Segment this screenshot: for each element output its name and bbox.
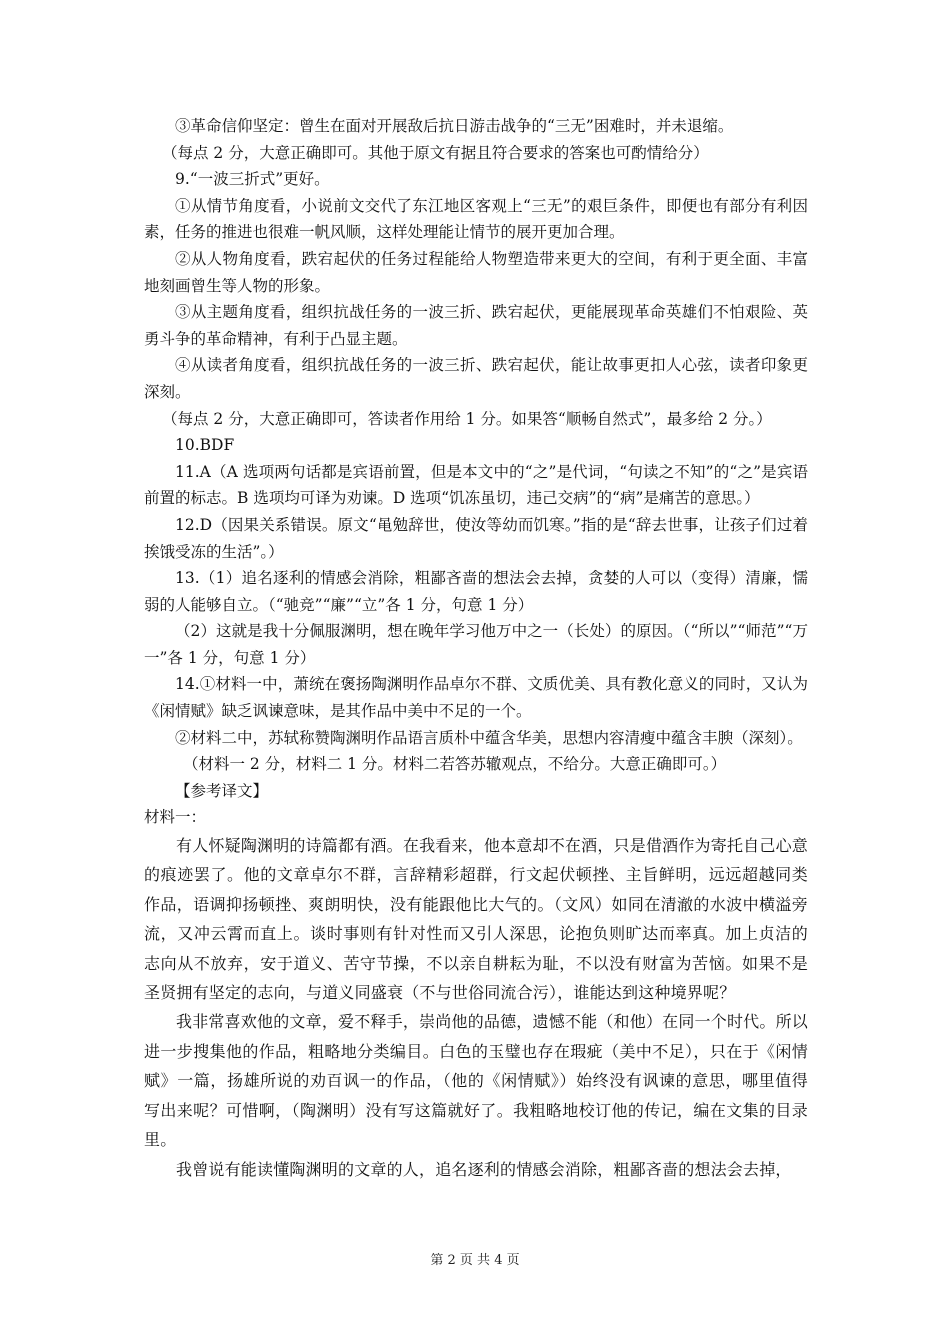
answer-8-point-3: ③革命信仰坚定：曾生在面对开展敌后抗日游击战争的“三无”困难时，并未退缩。 <box>175 117 734 135</box>
answer-14-point-1: 14.①材料一中，萧统在褒扬陶渊明作品卓尔不群、文质优美、具有教化意义的同时，又认为《闲情赋》缺乏讽谏意味，是其作品中美中不足的一个。 <box>144 675 808 721</box>
translation-paragraph-2: 我非常喜欢他的文章，爱不释手，崇尚他的品德，遗憾不能（和他）在同一个时代。所以进一步搜集他的作品，粗略地分类编目。白色的玉璧也存在瑕疵（美中不足），只在于《闲情赋》一篇，扬雄所说的劝百讽一的作品，（他的《闲情赋》）始终没有讽谏的意思，哪里值得写出来呢？可惜啊，（陶渊明）没有写这篇就好了。我粗略地校订他的传记，编在文集的目录里。 <box>144 1012 808 1150</box>
answer-9-point-3: ③从主题角度看，组织抗战任务的一波三折、跌宕起伏，更能展现革命英雄们不怕艰险、英勇斗争的革命精神，有利于凸显主题。 <box>144 303 808 348</box>
answer-9-point-4: ④从读者角度看，组织抗战任务的一波三折、跌宕起伏，能让故事更扣人心弦，读者印象更深刻。 <box>144 356 808 401</box>
answer-9-point-2: ②从人物角度看，跌宕起伏的任务过程能给人物塑造带来更大的空间，有利于更全面、丰富地刻画曾生等人物的形象。 <box>144 249 808 295</box>
answer-12: 12.D（因果关系错误。原文“黾勉辞世，使汝等幼而饥寒。”指的是“辞去世事，让孩子们过着挨饿受冻的生活”。） <box>144 515 808 561</box>
scoring-note-8: （每点 2 分，大意正确即可。其他于原文有据且符合要求的答案也可酌情给分） <box>162 143 709 162</box>
material-one-label: 材料一： <box>144 808 207 827</box>
answer-13-part-1: 13.（1）追名逐利的情感会消除，粗鄙吝啬的想法会去掉，贪婪的人可以（变得）清廉，懦弱的人能够自立。（“驰竞”“廉”“立”各 1 分，句意 1 分） <box>144 569 808 614</box>
translation-paragraph-3: 我曾说有能读懂陶渊明的文章的人，追名逐利的情感会消除，粗鄙吝啬的想法会去掉， <box>176 1159 792 1179</box>
answer-13-part-2: （2）这就是我十分佩服渊明，想在晚年学习他万中之一（长处）的原因。（“所以”“师范”“万一”各 1 分，句意 1 分） <box>144 622 808 667</box>
translation-heading: 【参考译文】 <box>175 781 269 800</box>
page-body <box>144 113 808 1184</box>
answer-10: 10.BDF <box>175 436 235 455</box>
scoring-note-9: （每点 2 分，大意正确即可，答读者作用给 1 分。如果答“顺畅自然式”，最多给 2 分。） <box>162 409 772 428</box>
answer-11: 11.A（A 选项两句话都是宾语前置，但是本文中的“之”是代词，“句读之不知”的“之”是宾语前置的标志。B 选项均可译为劝谏。D 选项“饥冻虽切，违己交病”的“病”是痛苦的意思。） <box>144 462 808 508</box>
scoring-note-14: （材料一 2 分，材料二 1 分。材料二若答苏辙观点，不给分。大意正确即可。） <box>183 755 727 774</box>
answer-14-point-2: ②材料二中，苏轼称赞陶渊明作品语言质朴中蕴含华美，思想内容清瘦中蕴含丰腴（深刻）。 <box>175 728 803 747</box>
translation-paragraph-1: 有人怀疑陶渊明的诗篇都有酒。在我看来，他本意却不在酒，只是借酒作为寄托自己心意的痕迹罢了。他的文章卓尔不群，言辞精彩超群，行文起伏顿挫、主旨鲜明，远远超越同类作品，语调抑扬顿挫、爽朗明快，没有能跟他比大气的。（文风）如同在清澈的水波中横溢旁流，又冲云霄而直上。谈时事则有针对性而又引人深思，论抱负则旷达而率真。加上贞洁的志向从不放弃，安于道义、苦守节操，不以亲自耕耘为耻，不以没有财富为苦恼。如果不是圣贤拥有坚定的志向，与道义同盛衰（不与世俗同流合污），谁能达到这种境界呢？ <box>144 836 808 1003</box>
answer-9-heading: 9.“一波三折式”更好。 <box>175 170 330 189</box>
answer-9-point-1: ①从情节角度看，小说前文交代了东江地区客观上“三无”的艰巨条件，即便也有部分有利因素，任务的推进也很难一帆风顺，这样处理能让情节的展开更加合理。 <box>144 196 808 242</box>
page-number-footer: 第 2 页 共 4 页 <box>430 1253 520 1268</box>
